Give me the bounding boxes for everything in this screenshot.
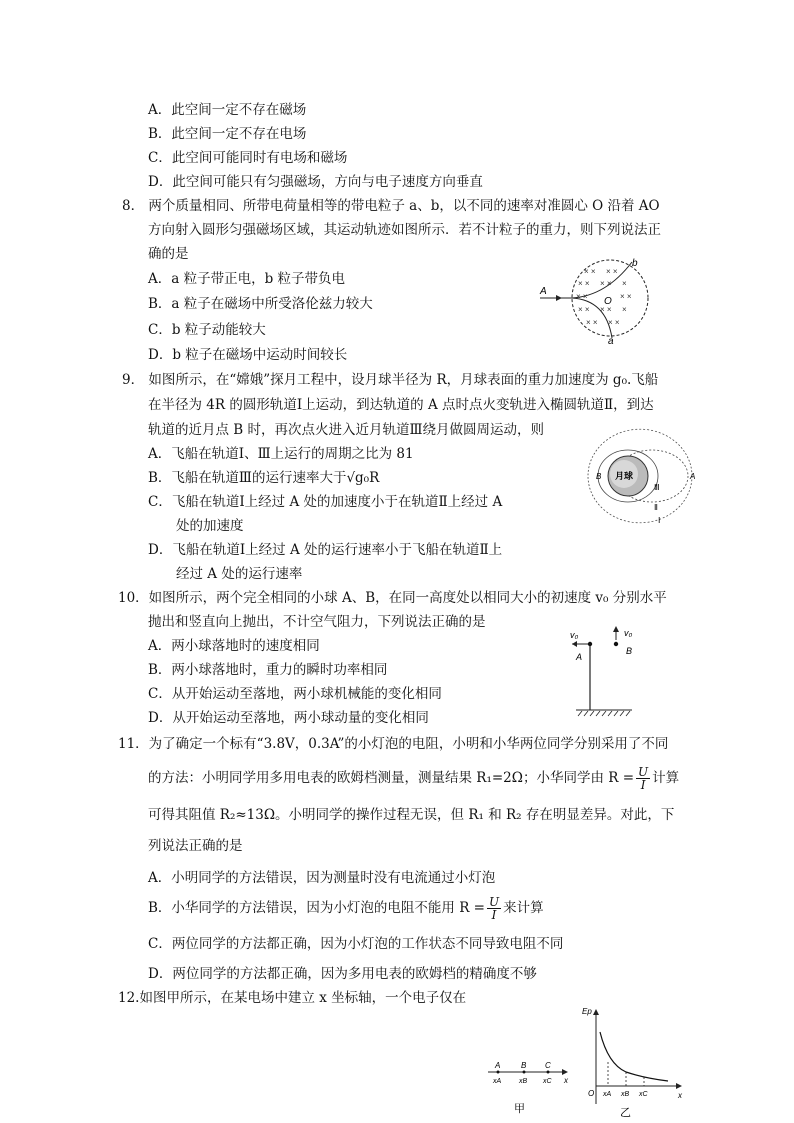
q10-option-d: D．从开始运动至落地，两小球动量的变化相同: [148, 710, 429, 726]
q12-stem: 12.如图甲所示，在某电场中建立 x 坐标轴，一个电子仅在: [118, 990, 467, 1006]
q11-line2-tail: 计算: [652, 770, 680, 786]
q11-option-d: D．两位同学的方法都正确，因为多用电表的欧姆档的精确度不够: [148, 966, 537, 982]
q9-option-b: B．飞船在轨道Ⅲ的运行速率大于√g₀R: [148, 470, 380, 486]
label-orbit-3: Ⅲ: [654, 483, 660, 492]
q9-stem-line3: 轨道的近月点 B 时，再次点火进入近月轨道Ⅲ绕月做圆周运动，则: [148, 422, 545, 438]
q11-option-c: C．两位同学的方法都正确，因为小灯泡的工作状态不同导致电阻不同: [148, 936, 564, 952]
label-origin: O: [588, 1089, 595, 1098]
point-B: [523, 1071, 526, 1074]
q11-option-a: A．小明同学的方法错误，因为测量时没有电流通过小灯泡: [148, 870, 496, 886]
svg-text:× ×: × ×: [584, 267, 596, 276]
tick-xC: xC: [543, 1078, 552, 1085]
q8-stem-line3: 确的是: [148, 246, 189, 262]
label-Ep: Ep: [582, 1007, 592, 1016]
arrow-up-head: [613, 626, 619, 632]
q9-option-c-line2: 处的加速度: [176, 518, 244, 534]
q9-option-d-line1: D．飞船在轨道Ⅰ上经过 A 处的运行速率小于飞船在轨道Ⅱ上: [148, 542, 503, 558]
label-A: A: [576, 652, 583, 662]
tick-xC: xC: [639, 1091, 648, 1098]
label-a: a: [608, 336, 614, 344]
y-axis-arrow: [593, 1009, 599, 1015]
x-axis-arrow: [562, 1069, 568, 1075]
ball-A: [588, 642, 592, 646]
svg-text:× ×: × ×: [578, 279, 590, 288]
q7-option-b: B．此空间一定不存在电场: [148, 126, 307, 142]
q8-stem-line1: 8． 两个质量相同、所带电荷量相等的带电粒子 a、b，以不同的速率对准圆心 O 沿着 AO: [122, 198, 660, 214]
frac-denominator: I: [640, 778, 646, 792]
tick-xB: xB: [519, 1078, 528, 1085]
q11-stem-line2: [148, 766, 679, 791]
ground-hatch: [578, 711, 630, 716]
q8-option-c: C．b 粒子动能较大: [148, 322, 266, 338]
arrow-left-head: [572, 641, 577, 647]
svg-text:× ×: × ×: [620, 292, 632, 301]
label-B: B: [596, 472, 602, 481]
svg-text:× ×: × ×: [586, 318, 598, 327]
label-A: A: [690, 472, 696, 481]
q11-option-b: [148, 896, 544, 921]
svg-text:× ×: × ×: [578, 305, 590, 314]
svg-text:× ×: × ×: [576, 292, 588, 301]
q9-option-c-line1: C．飞船在轨道Ⅰ上经过 A 处的加速度小于在轨道Ⅱ上经过 A: [148, 494, 503, 510]
q7-option-c: C．此空间可能同时有电场和磁场: [148, 150, 348, 166]
label-x: x: [678, 1091, 682, 1100]
q10-option-b: B．两小球落地时，重力的瞬时功率相同: [148, 662, 388, 678]
tick-xA: xA: [493, 1078, 502, 1085]
q12-figure-jia: [484, 1058, 580, 1118]
label-b: b: [632, 258, 638, 269]
label-orbit-2: Ⅱ: [654, 503, 658, 512]
label-A: A: [495, 1061, 501, 1070]
q8-option-a: A．a 粒子带正电，b 粒子带负电: [148, 271, 346, 287]
q7-option-d: D．此空间可能只有匀强磁场，方向与电子速度方向垂直: [148, 174, 483, 190]
q8-stem-line2: 方向射入圆形匀强磁场区域，其运动轨迹如图所示．若不计粒子的重力，则下列说法正: [148, 222, 661, 238]
q11-option-b-tail: 来计算: [503, 900, 544, 916]
svg-text:×: ×: [622, 279, 627, 288]
q10-stem-line2: 抛出和竖直向上抛出，不计空气阻力，下列说法正确的是: [148, 614, 486, 630]
q8-option-d: D．b 粒子在磁场中运动时间较长: [148, 347, 348, 363]
label-B: B: [521, 1061, 527, 1070]
ball-B: [614, 642, 618, 646]
ep-curve: [600, 1032, 668, 1081]
q11-stem-line4: 列说法正确的是: [148, 838, 243, 854]
frac-numerator: U: [638, 765, 649, 779]
label-x: x: [564, 1076, 568, 1085]
label-C: C: [545, 1061, 551, 1070]
q10-option-c: C．从开始运动至落地，两小球机械能的变化相同: [148, 686, 442, 702]
incoming-arrow: [556, 295, 562, 301]
q11-fraction-u-over-i: [636, 766, 650, 791]
label-B: B: [626, 646, 633, 656]
svg-text:× ×: × ×: [608, 318, 620, 327]
frac-denominator: I: [491, 908, 497, 922]
label-orbit-1: Ⅰ: [658, 516, 661, 525]
q10-projectile-figure: [566, 622, 646, 720]
svg-text:× ×: × ×: [600, 305, 612, 314]
x-axis-arrow: [676, 1083, 682, 1089]
q9-option-a: A．飞船在轨道Ⅰ、Ⅲ上运行的周期之比为 81: [148, 446, 414, 462]
q11-stem-line1: 11．为了确定一个标有“3.8V，0.3A”的小灯泡的电阻，小明和小华两位同学分别采用了不同: [118, 736, 669, 752]
frac-numerator: U: [488, 895, 500, 909]
q12-figure-yi: [578, 1004, 688, 1120]
tick-xB: xB: [621, 1091, 630, 1098]
label-O: O: [604, 296, 612, 307]
q10-option-a: A．两小球落地时的速度相同: [148, 638, 320, 654]
q11-option-b-text: B．小华同学的方法错误，因为小灯泡的电阻不能用 R =: [148, 900, 485, 916]
q8-magnetic-field-figure: [536, 256, 656, 344]
q7-option-a: A．此空间一定不存在磁场: [148, 102, 307, 118]
q9-stem-line1: 9． 如图所示，在“嫦娥”探月工程中，设月球半径为 R，月球表面的重力加速度为 g₀.飞船: [122, 372, 659, 388]
q9-orbit-figure: [582, 428, 700, 528]
point-A: [497, 1071, 500, 1074]
svg-text:× ×: × ×: [606, 267, 618, 276]
q11-option-b-fraction: [487, 896, 501, 921]
svg-text:× ×: × ×: [600, 279, 612, 288]
q11-stem-line3: 可得其阻值 R₂≈13Ω。小明同学的操作过程无误，但 R₁ 和 R₂ 存在明显差异。对此，下: [148, 807, 675, 823]
q8-option-b: B．a 粒子在磁场中所受洛伦兹力较大: [148, 296, 373, 312]
label-A: A: [540, 286, 547, 297]
q10-stem-line1: 10．如图所示，两个完全相同的小球 A、B，在同一高度处以相同大小的初速度 v₀ 分别水平: [118, 590, 667, 606]
moon-label: 月球: [615, 471, 634, 481]
label-v0-left: v₀: [570, 630, 579, 640]
caption-jia: 甲: [514, 1103, 525, 1115]
q9-stem-line2: 在半径为 4R 的圆形轨道Ⅰ上运动，到达轨道的 A 点时点火变轨进入椭圆轨道Ⅱ，到达: [148, 397, 654, 413]
tick-xA: xA: [603, 1091, 612, 1098]
svg-text:×: ×: [622, 305, 627, 314]
q11-line2-text: 的方法：小明同学用多用电表的欧姆档测量，测量结果 R₁=2Ω；小华同学由 R =: [148, 770, 635, 786]
label-v0-right: v₀: [624, 628, 633, 638]
q9-option-d-line2: 经过 A 处的运行速率: [176, 566, 303, 582]
caption-yi: 乙: [620, 1107, 631, 1119]
point-C: [547, 1071, 550, 1074]
